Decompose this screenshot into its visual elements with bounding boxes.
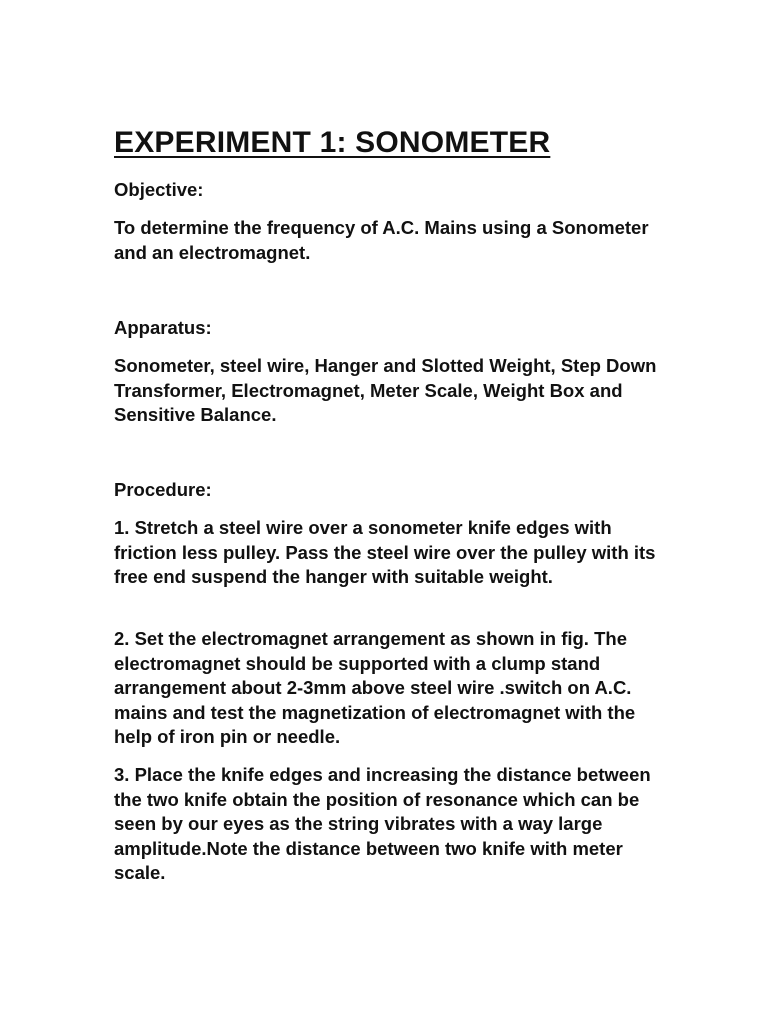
apparatus-heading: Apparatus: [114, 317, 212, 338]
objective-heading: Objective: [114, 179, 204, 200]
procedure-step-2: 2. Set the electromagnet arrangement as shown in fig. The electromagnet should be supported with a clump stand arrangement about 2-3mm above steel wire .switch on A.C. mains and test the magnetization of electromagnet with the help of iron pin or needle. [114, 628, 636, 747]
procedure-heading: Procedure: [114, 479, 212, 500]
procedure-step-1: 1. Stretch a steel wire over a sonometer knife edges with friction less pulley. Pass the steel wire over the pulley with its free end suspend the hanger with suitable weight. [114, 517, 656, 587]
page-title: EXPERIMENT 1: SONOMETER [114, 126, 551, 159]
apparatus-text: Sonometer, steel wire, Hanger and Slotted Weight, Step Down Transformer, Electromagnet, Meter Scale, Weight Box and Sensitive Balance. [114, 355, 657, 425]
procedure-step-3: 3. Place the knife edges and increasing the distance between the two knife obtain the position of resonance which can be seen by our eyes as the string vibrates with a way large amplitude.Note the distance between two knife with meter scale. [114, 764, 651, 883]
objective-text: To determine the frequency of A.C. Mains using a Sonometer and an electromagnet. [114, 217, 649, 263]
